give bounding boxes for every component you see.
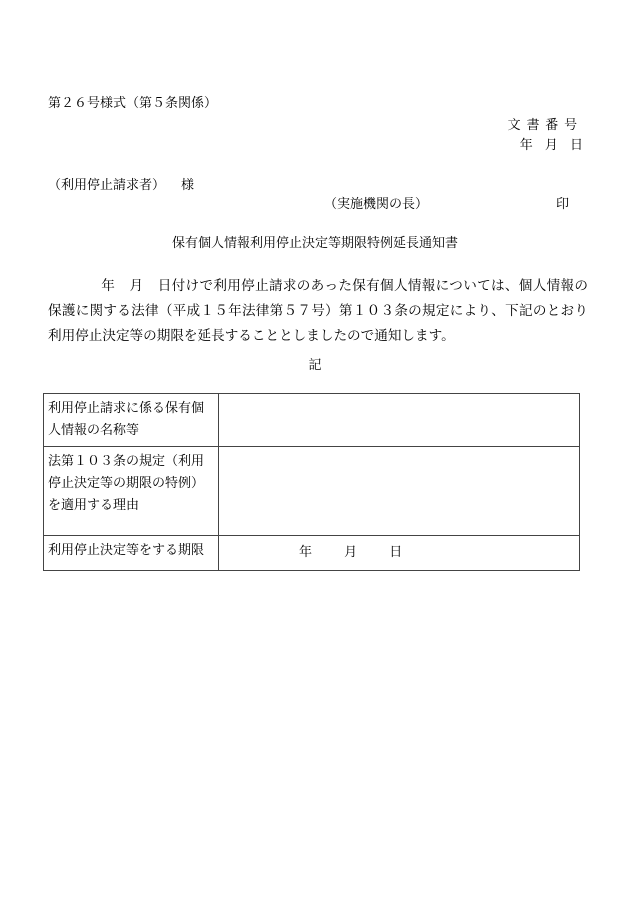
issue-date-label: 年 月 日: [519, 138, 583, 153]
detail-table: [43, 393, 580, 571]
row-label-info-name: 利用停止請求に係る保有個人情報の名称等: [44, 394, 219, 447]
document-title: 保有個人情報利用停止決定等期限特例延長通知書: [171, 236, 458, 251]
body-year: 年: [101, 278, 116, 294]
ki-heading: 記: [308, 358, 322, 373]
row-value-info-name[interactable]: [219, 394, 580, 447]
table-row: [44, 447, 580, 536]
honorific: 様: [181, 178, 195, 193]
body-text: 日付けで利用停止請求のあった保有個人情報については、個人情報の保護に関する法律（平成１５年法律第５７号）第１０３条の規定により、下記のとおり利用停止決定等の期限を延長することとしましたので通知します。: [48, 278, 589, 344]
table-row: [44, 394, 580, 447]
table-row: [44, 536, 580, 571]
row-value-reason[interactable]: [219, 447, 580, 536]
notice-body: [48, 274, 588, 349]
row-value-deadline[interactable]: 年 月 日: [219, 536, 580, 571]
agency-head-placeholder: （実施機関の長）: [324, 197, 429, 212]
body-month: 月: [129, 278, 144, 294]
row-label-reason: 法第１０３条の規定（利用停止決定等の期限の特例）を適用する理由: [44, 447, 219, 536]
form-number: 第２６号様式（第５条関係）: [48, 96, 218, 111]
addressee-placeholder: （利用停止請求者）: [48, 178, 166, 193]
document-number-label: 文書番号: [507, 118, 583, 133]
row-label-deadline: 利用停止決定等をする期限: [44, 536, 219, 571]
seal-mark: 印: [556, 197, 570, 212]
